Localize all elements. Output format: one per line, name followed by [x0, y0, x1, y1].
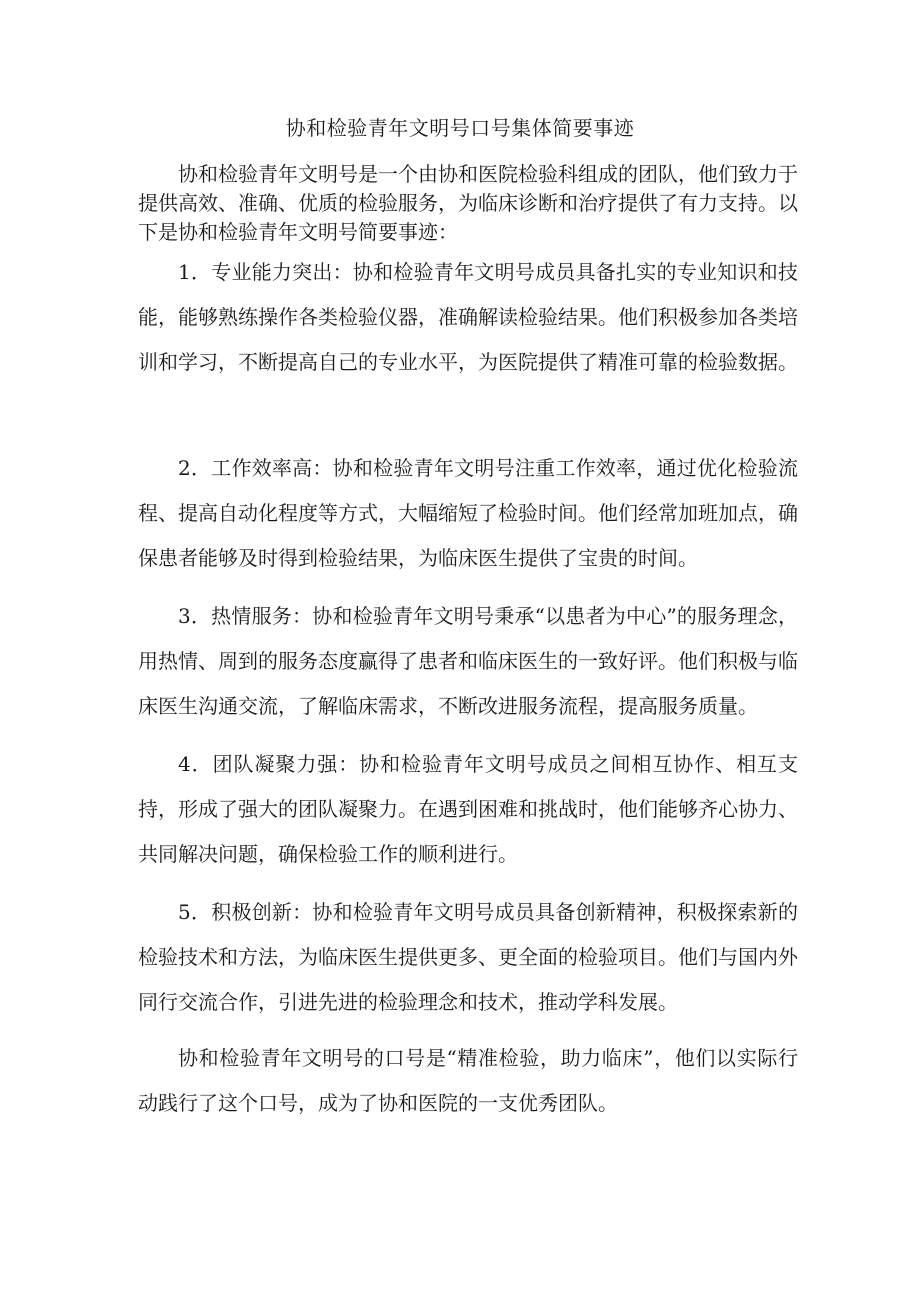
document-title: 协和检验青年文明号口号集体简要事迹 — [285, 116, 635, 140]
closing-paragraph: 协和检验青年文明号的口号是“精准检验，助力临床”，他们以实际行动践行了这个口号，成为了协和医院的一支优秀团队。 — [138, 1046, 798, 1115]
item-paragraph-1: 1．专业能力突出：协和检验青年文明号成员具备扎实的专业知识和技能，能够熟练操作各类检验仪器，准确解读检验结果。他们积极参加各类培训和学习，不断提高自己的专业水平，为医院提供了精准可靠的检验数据。 — [138, 260, 798, 374]
item-paragraph-2: 2．工作效率高：协和检验青年文明号注重工作效率，通过优化检验流程、提高自动化程度等方式，大幅缩短了检验时间。他们经常加班加点，确保患者能够及时得到检验结果，为临床医生提供了宝贵的时间。 — [138, 456, 798, 570]
item-paragraph-5: 5．积极创新：协和检验青年文明号成员具备创新精神，积极探索新的检验技术和方法，为临床医生提供更多、更全面的检验项目。他们与国内外同行交流合作，引进先进的检验理念和技术，推动学科发展。 — [138, 900, 798, 1014]
intro-paragraph: 协和检验青年文明号是一个由协和医院检验科组成的团队，他们致力于提供高效、准确、优质的检验服务，为临床诊断和治疗提供了有力支持。以下是协和检验青年文明号简要事迹： — [138, 162, 798, 244]
item-paragraph-4: 4．团队凝聚力强：协和检验青年文明号成员之间相互协作、相互支持，形成了强大的团队凝聚力。在遇到困难和挑战时，他们能够齐心协力、共同解决问题，确保检验工作的顺利进行。 — [138, 752, 798, 866]
item-paragraph-3: 3．热情服务：协和检验青年文明号秉承“以患者为中心”的服务理念，用热情、周到的服务态度赢得了患者和临床医生的一致好评。他们积极与临床医生沟通交流，了解临床需求，不断改进服务流程，提高服务质量。 — [138, 604, 798, 718]
